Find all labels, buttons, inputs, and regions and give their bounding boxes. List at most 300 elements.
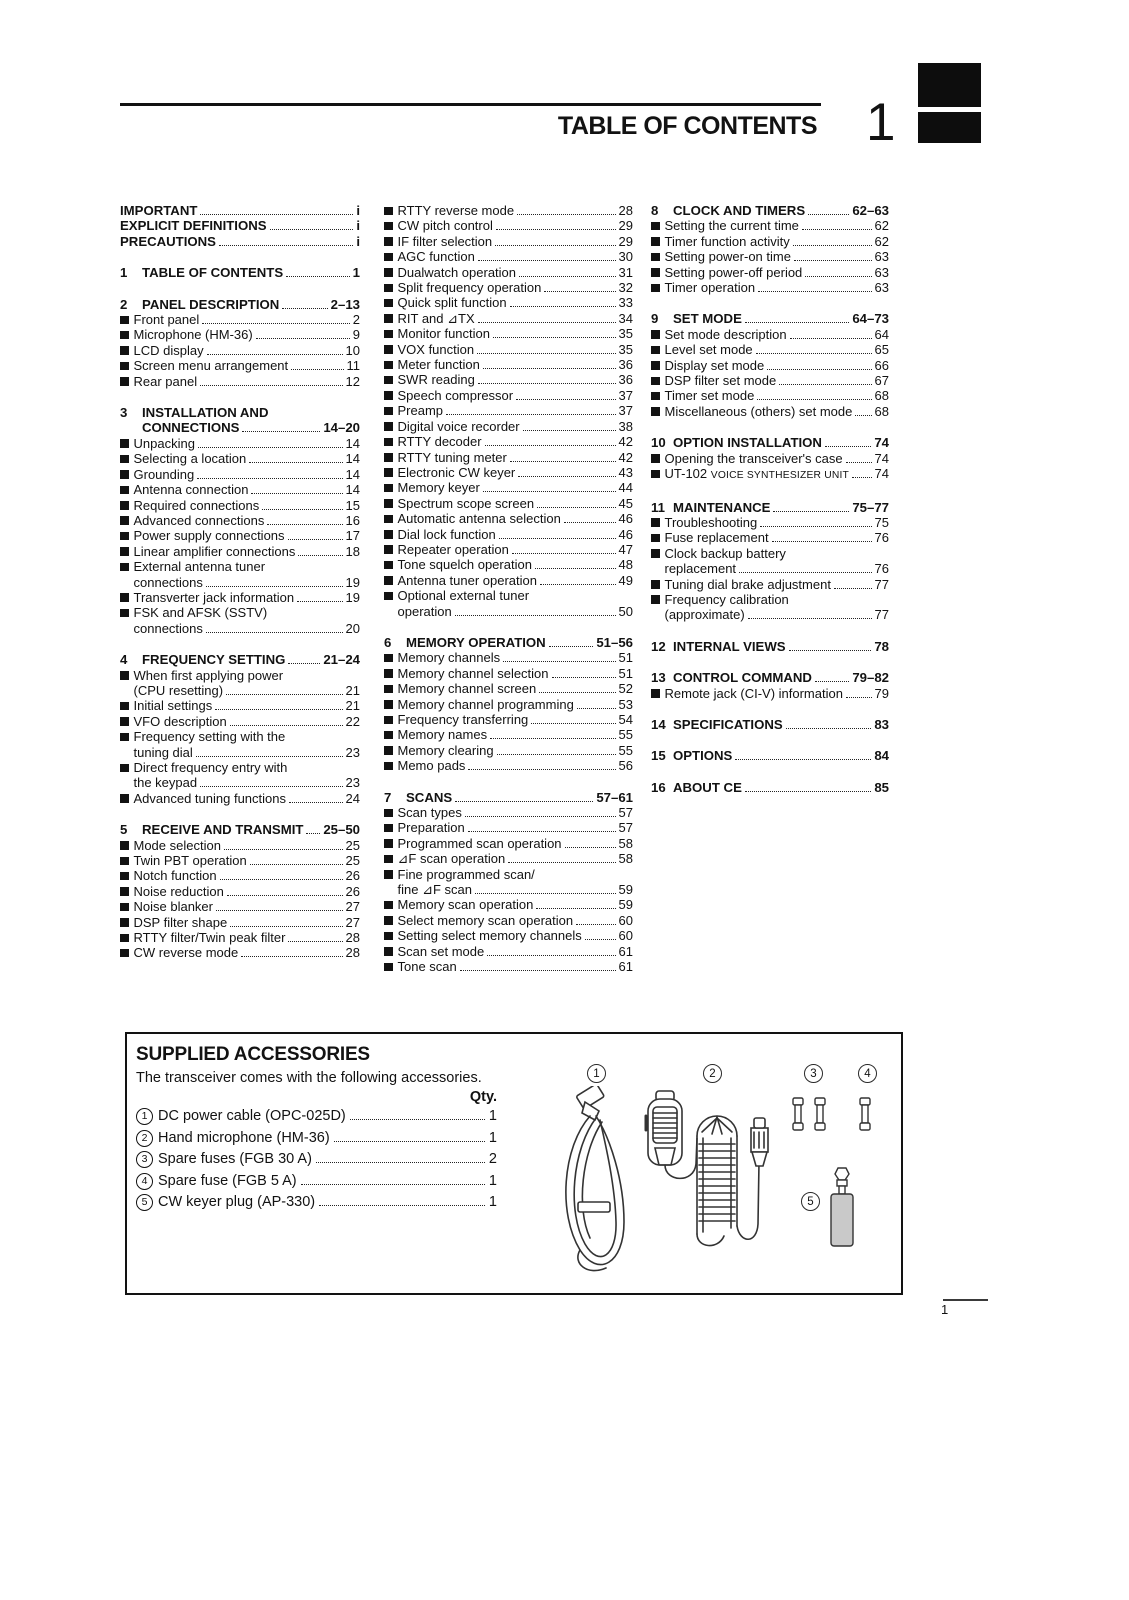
toc-entry-label: Unpacking (133, 435, 195, 451)
accessory-item-label: Hand microphone (HM-36) (158, 1129, 330, 1146)
toc-entry-page: 52 (618, 681, 633, 697)
dot-leader (291, 367, 343, 370)
dot-leader (483, 489, 616, 492)
section-pages: 2–13 (330, 296, 360, 312)
toc-entry-label: Preparation (397, 820, 465, 836)
circled-number-icon: 1 (136, 1108, 153, 1125)
toc-entry-page: 38 (618, 418, 633, 434)
square-bullet-icon (120, 857, 129, 866)
toc-entry-page: i (356, 233, 360, 249)
square-bullet-icon (384, 855, 393, 864)
toc-entry-page: 55 (618, 727, 633, 743)
toc-entry-label: Memory keyer (397, 480, 480, 496)
section-pages: 79–82 (852, 670, 889, 686)
dot-leader (846, 695, 872, 698)
toc-entry (384, 357, 633, 372)
toc-entry-page: 10 (345, 342, 360, 358)
toc-entry-label: Rear panel (133, 373, 198, 389)
dot-leader (503, 659, 615, 662)
dot-leader (490, 736, 615, 739)
square-bullet-icon (120, 563, 129, 572)
toc-section-heading (120, 265, 360, 280)
toc-entry-page: 46 (618, 526, 633, 542)
dot-leader (735, 757, 871, 760)
dot-leader (483, 366, 616, 369)
toc-entry-page: 74 (874, 450, 889, 466)
toc-entry-continuation (134, 775, 361, 790)
square-bullet-icon (384, 314, 393, 323)
toc-entry-page: 43 (618, 464, 633, 480)
square-bullet-icon (384, 731, 393, 740)
dot-leader (301, 1182, 485, 1185)
toc-entry (120, 838, 360, 853)
dot-leader (215, 707, 342, 710)
square-bullet-icon (651, 549, 660, 558)
toc-entry-label: Memory clearing (397, 742, 494, 758)
section-pages: 62–63 (852, 203, 889, 218)
section-title: TABLE OF CONTENTS (142, 265, 284, 281)
toc-entry-label: Mode selection (133, 837, 221, 853)
toc-entry (384, 249, 633, 264)
toc-entry-page: 14 (345, 482, 360, 498)
toc-entry-label: connections (133, 574, 203, 590)
chapter-tab-square-icon (918, 112, 981, 143)
toc-entry-page: 67 (874, 373, 889, 389)
toc-entry (384, 897, 633, 912)
toc-entry-label: Memory names (397, 727, 488, 743)
toc-entry-label: Quick split function (397, 295, 507, 311)
toc-entry-page: 28 (345, 930, 360, 946)
dot-leader (757, 397, 871, 400)
accessories-title: SUPPLIED ACCESSORIES (136, 1044, 370, 1065)
toc-entry-label: Setting the current time (664, 218, 799, 234)
toc-entry-label: Fuse replacement (664, 530, 769, 546)
toc-entry-label: RTTY decoder (397, 434, 482, 450)
toc-section-heading (120, 405, 360, 420)
toc-entry-page: 34 (618, 310, 633, 326)
accessory-item-label: CW keyer plug (AP-330) (158, 1194, 316, 1210)
accessory-item (136, 1171, 497, 1193)
toc-entry-page: 75 (874, 514, 889, 530)
square-bullet-icon (120, 316, 129, 325)
section-number: 6 (384, 634, 392, 650)
toc-entry-label: UT-102 VOICE SYNTHESIZER UNIT (664, 466, 850, 482)
toc-section-block (651, 748, 889, 763)
toc-entry-page: 59 (618, 882, 633, 898)
toc-entry-label: Memory channels (397, 650, 501, 666)
dot-leader (745, 320, 849, 323)
toc-entry (651, 515, 889, 530)
toc-entry-label: Miscellaneous (others) set mode (664, 403, 853, 419)
dot-leader (206, 630, 343, 633)
dot-leader (267, 522, 342, 525)
square-bullet-icon (384, 422, 393, 431)
toc-entry-label: Direct frequency entry with (133, 760, 288, 775)
toc-entry-continuation (134, 621, 361, 636)
toc-section-block (120, 297, 360, 389)
toc-entry-page: 21 (345, 682, 360, 698)
dot-leader (478, 320, 616, 323)
toc-entry-label: Monitor function (397, 326, 490, 342)
section-number: 5 (120, 822, 128, 838)
spare-fuse-5a-figure (860, 1098, 870, 1130)
toc-entry-label: Antenna connection (133, 482, 249, 498)
dot-leader (468, 767, 615, 770)
dot-leader (270, 227, 354, 230)
toc-entry-page: 50 (618, 603, 633, 619)
toc-entry-page: 9 (352, 327, 360, 343)
toc-entry-label: Noise reduction (133, 883, 224, 899)
dot-leader (288, 939, 342, 942)
toc-entry (384, 712, 633, 727)
toc-section-block (120, 822, 360, 961)
toc-entry-label: Split frequency operation (397, 280, 542, 296)
square-bullet-icon (120, 532, 129, 541)
toc-entry-page: i (356, 218, 360, 234)
toc-section-heading (120, 652, 360, 667)
toc-entry-page: 33 (618, 295, 633, 311)
toc-section-block (651, 500, 889, 623)
square-bullet-icon (384, 268, 393, 277)
toc-entry-page: 53 (618, 696, 633, 712)
toc-entry-page: 56 (618, 758, 633, 774)
square-bullet-icon (651, 222, 660, 231)
toc-entry-label: Opening the transceiver's case (664, 450, 843, 466)
toc-entry-label: RIT and ⊿TX (397, 310, 475, 326)
dot-leader (465, 814, 616, 817)
toc-entry (384, 342, 633, 357)
dot-leader (196, 754, 343, 757)
toc-entry (384, 203, 633, 218)
toc-entry-label: CW reverse mode (133, 945, 239, 961)
square-bullet-icon (384, 361, 393, 370)
toc-entry (120, 467, 360, 482)
toc-entry-page: 26 (345, 883, 360, 899)
square-bullet-icon (384, 284, 393, 293)
section-pages: 84 (874, 748, 889, 764)
toc-entry-continuation (398, 604, 634, 619)
toc-section-block (651, 311, 889, 419)
dot-leader (230, 924, 342, 927)
toc-entry-page: 77 (874, 607, 889, 623)
figure-label-5: 5 (801, 1192, 820, 1211)
square-bullet-icon (120, 671, 129, 680)
toc-entry-label: LCD display (133, 342, 204, 358)
toc-entry-page: 77 (874, 576, 889, 592)
dot-leader (478, 381, 616, 384)
accessory-item-qty: 1 (488, 1172, 497, 1189)
toc-entry-label: RTTY tuning meter (397, 449, 507, 465)
dot-leader (319, 1203, 485, 1206)
toc-entry-label: Power supply connections (133, 528, 285, 544)
toc-entry-page: 66 (874, 357, 889, 373)
toc-entry-label: IMPORTANT (120, 203, 198, 218)
dot-leader (446, 412, 616, 415)
toc-entry (384, 928, 633, 943)
figure-label-1: 1 (587, 1064, 606, 1083)
section-pages: 83 (874, 716, 889, 732)
dot-leader (460, 968, 616, 971)
toc-entry-label: Setting power-on time (664, 249, 791, 265)
toc-entry-page: 60 (618, 912, 633, 928)
dot-leader (477, 351, 615, 354)
section-number: 1 (120, 265, 128, 281)
toc-entry (384, 851, 633, 866)
dot-leader (485, 443, 616, 446)
toc-entry-page: 29 (618, 233, 633, 249)
toc-entry-label: Microphone (HM-36) (133, 327, 253, 343)
square-bullet-icon (120, 702, 129, 711)
toc-entry-page: 51 (618, 650, 633, 666)
dot-leader (760, 524, 871, 527)
toc-entry-page: 55 (618, 742, 633, 758)
square-bullet-icon (120, 872, 129, 881)
toc-entry-continuation (134, 575, 361, 590)
toc-entry-label: Setting select memory channels (397, 928, 582, 944)
dot-leader (286, 274, 350, 277)
dot-leader (227, 893, 343, 896)
toc-entry-label: Preamp (397, 403, 444, 419)
section-number: 2 (120, 296, 128, 312)
toc-entry-label: Setting power-off period (664, 264, 803, 280)
square-bullet-icon (651, 330, 660, 339)
toc-entry-page: 27 (345, 914, 360, 930)
dot-leader (585, 937, 616, 940)
section-title: MEMORY OPERATION (406, 634, 546, 650)
toc-entry-label: Timer function activity (664, 233, 790, 249)
toc-entry-continuation (398, 882, 634, 897)
toc-entry-page: 24 (345, 790, 360, 806)
toc-entry-page: 21 (345, 698, 360, 714)
square-bullet-icon (384, 762, 393, 771)
toc-entry (120, 513, 360, 528)
dot-leader (288, 661, 320, 664)
toc-entry-page: 62 (874, 218, 889, 234)
square-bullet-icon (120, 733, 129, 742)
toc-entry-label: Spectrum scope screen (397, 495, 535, 511)
toc-entry (120, 915, 360, 930)
square-bullet-icon (384, 824, 393, 833)
toc-entry (120, 451, 360, 466)
dot-leader (455, 799, 593, 802)
figure-label-4: 4 (858, 1064, 877, 1083)
square-bullet-icon (120, 501, 129, 510)
accessory-item-qty: 1 (488, 1194, 497, 1210)
toc-entry (120, 791, 360, 806)
toc-entry (384, 573, 633, 588)
square-bullet-icon (120, 439, 129, 448)
toc-entry-page: 23 (345, 744, 360, 760)
square-bullet-icon (120, 486, 129, 495)
figure-label-2: 2 (703, 1064, 722, 1083)
toc-entry-page: 20 (345, 620, 360, 636)
toc-entry (384, 588, 633, 603)
toc-entry-label: Linear amplifier connections (133, 543, 296, 559)
square-bullet-icon (651, 689, 660, 698)
toc-entry-label: Memory channel screen (397, 681, 537, 697)
dot-leader (316, 1160, 485, 1163)
dot-leader (802, 227, 872, 230)
toc-entry-page: 31 (618, 264, 633, 280)
toc-entry-label: Programmed scan operation (397, 835, 562, 851)
toc-entry-page: 45 (618, 495, 633, 511)
dot-leader (289, 800, 343, 803)
toc-entry (384, 434, 633, 449)
section-number: 4 (120, 652, 128, 668)
toc-section-heading (651, 670, 889, 685)
section-number: 16 (651, 779, 666, 795)
dot-leader (510, 459, 616, 462)
square-bullet-icon (120, 516, 129, 525)
dot-leader (224, 847, 343, 850)
toc-entry-label: EXPLICIT DEFINITIONS (120, 218, 267, 234)
section-number: 9 (651, 311, 659, 327)
toc-entry-page: 79 (874, 685, 889, 701)
toc-entry-page: 28 (345, 945, 360, 961)
spare-fuses-30a-figure (793, 1098, 825, 1130)
section-pages: 85 (874, 779, 889, 795)
dot-leader (846, 460, 872, 463)
section-pages: 57–61 (596, 789, 633, 805)
toc-entry-page: 49 (618, 572, 633, 588)
dot-leader (805, 274, 871, 277)
square-bullet-icon (384, 746, 393, 755)
dot-leader (517, 212, 615, 215)
dot-leader (855, 413, 871, 416)
toc-entry (384, 743, 633, 758)
dot-leader (794, 258, 872, 261)
toc-entry-page: 62 (874, 233, 889, 249)
dot-leader (226, 692, 342, 695)
toc-entry-page: 35 (618, 341, 633, 357)
toc-entry (384, 465, 633, 480)
toc-entry-label: fine ⊿F scan (397, 882, 472, 898)
square-bullet-icon (384, 561, 393, 570)
toc-section-block (651, 717, 889, 732)
square-bullet-icon (384, 484, 393, 493)
section-title: PANEL DESCRIPTION (142, 296, 280, 312)
toc-entry-page: 76 (874, 530, 889, 546)
toc-section-block (651, 203, 889, 295)
toc-entry-label: VOX function (397, 341, 475, 357)
toc-entry (651, 388, 889, 403)
dot-leader (306, 831, 320, 834)
toc-entry-label: Display set mode (664, 357, 765, 373)
toc-entry-page: 30 (618, 249, 633, 265)
square-bullet-icon (651, 361, 660, 370)
toc-entry-label: Select memory scan operation (397, 912, 574, 928)
square-bullet-icon (384, 592, 393, 601)
toc-entry (384, 542, 633, 557)
toc-entry (120, 358, 360, 373)
section-pages: 25–50 (323, 822, 360, 838)
toc-section-heading (651, 780, 889, 795)
toc-entry-page: 61 (618, 959, 633, 975)
section-number: 15 (651, 748, 666, 764)
toc-entry-page: 59 (618, 897, 633, 913)
toc-entry (384, 419, 633, 434)
square-bullet-icon (120, 362, 129, 371)
toc-entry-page: 22 (345, 713, 360, 729)
toc-entry (651, 577, 889, 592)
toc-entry (120, 729, 360, 744)
square-bullet-icon (120, 331, 129, 340)
dot-leader (250, 862, 343, 865)
toc-entry-page: 32 (618, 280, 633, 296)
toc-entry-label: Frequency transferring (397, 712, 529, 727)
dot-leader (241, 954, 342, 957)
dot-leader (256, 336, 350, 339)
accessories-list (136, 1106, 497, 1214)
dot-leader (544, 289, 615, 292)
dot-leader (519, 274, 616, 277)
dot-leader (531, 721, 615, 724)
square-bullet-icon (384, 468, 393, 477)
accessory-item-label: Spare fuse (FGB 5 A) (158, 1172, 297, 1189)
dot-leader (251, 491, 342, 494)
dot-leader (230, 723, 343, 726)
dot-leader (786, 726, 872, 729)
toc-entry-label: Memory scan operation (397, 897, 534, 913)
square-bullet-icon (120, 887, 129, 896)
toc-entry-page: 36 (618, 372, 633, 388)
dot-leader (510, 304, 616, 307)
dot-leader (200, 784, 342, 787)
square-bullet-icon (384, 530, 393, 539)
toc-entry-label: IF filter selection (397, 233, 493, 249)
toc-entry-page: 76 (874, 561, 889, 577)
toc-section-heading (651, 203, 889, 218)
toc-entry-label: Timer set mode (664, 388, 755, 404)
dot-leader (815, 679, 849, 682)
square-bullet-icon (384, 391, 393, 400)
toc-entry-page: 37 (618, 387, 633, 403)
toc-section-heading (651, 717, 889, 732)
section-title: MAINTENANCE (673, 499, 771, 515)
toc-entry (120, 590, 360, 605)
toc-column-1 (120, 203, 360, 977)
square-bullet-icon (384, 345, 393, 354)
header-rule (120, 103, 821, 106)
section-number: 14 (651, 716, 666, 732)
toc-entry (384, 820, 633, 835)
toc-entry-label: Advanced connections (133, 512, 265, 528)
toc-entry-label: Tuning dial brake adjustment (664, 576, 831, 592)
dot-leader (516, 397, 615, 400)
dot-leader (739, 570, 871, 573)
square-bullet-icon (384, 515, 393, 524)
dot-leader (536, 906, 615, 909)
toc-entry (120, 528, 360, 543)
toc-entry (120, 760, 360, 775)
section-number: 12 (651, 638, 666, 654)
accessory-item (136, 1192, 497, 1214)
section-number: 7 (384, 789, 392, 805)
dot-leader (793, 243, 872, 246)
square-bullet-icon (651, 518, 660, 527)
toc-entry-label: Tone squelch operation (397, 557, 532, 573)
dot-leader (756, 351, 872, 354)
dot-leader (220, 877, 343, 880)
toc-entry-label-smallcaps: VOICE SYNTHESIZER UNIT (710, 470, 850, 482)
toc-entry (120, 884, 360, 899)
accessories-subtitle: The transceiver comes with the following accessories. (136, 1070, 482, 1086)
toc-entry (651, 373, 889, 388)
toc-entry (120, 698, 360, 713)
square-bullet-icon (384, 299, 393, 308)
section-number: 11 (651, 499, 665, 515)
section-title: SET MODE (673, 311, 742, 327)
